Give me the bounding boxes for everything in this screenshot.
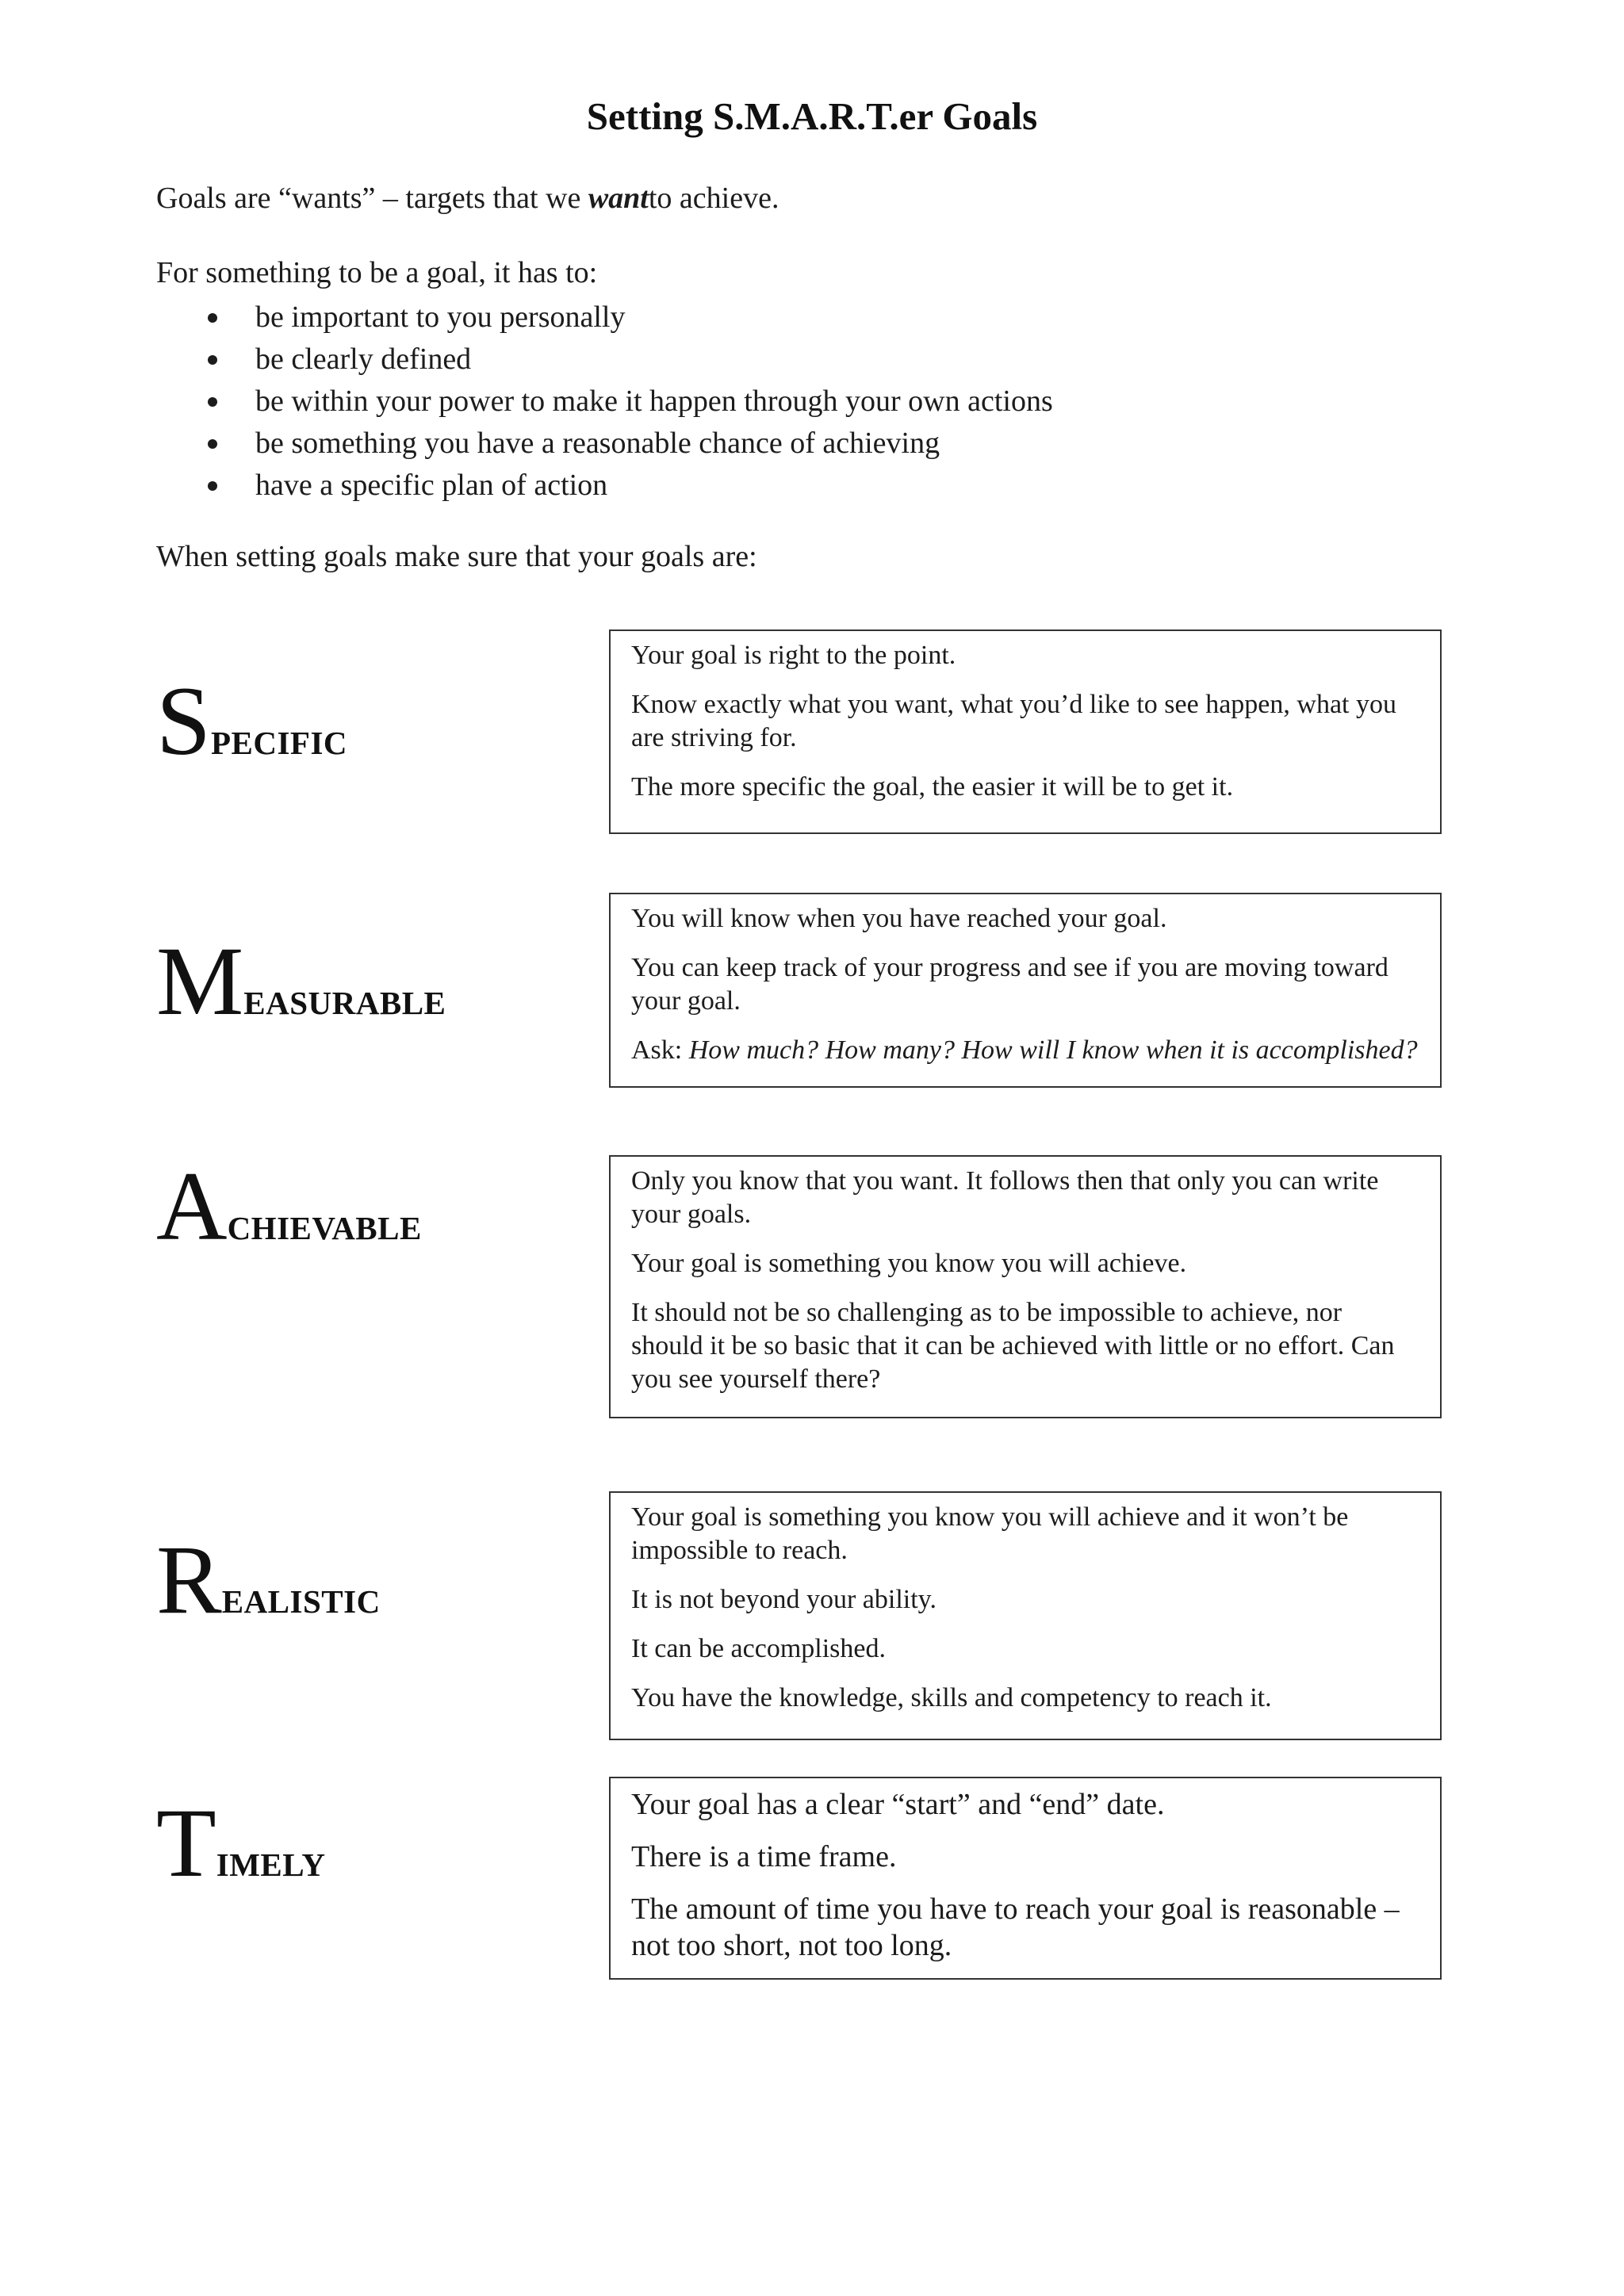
realistic-initial: R [156,1525,222,1634]
box-paragraph: It can be accomplished. [631,1634,886,1663]
list-item [156,465,1053,507]
timely-box [609,1777,1442,1980]
bullet-icon [208,313,217,323]
achievable-heading [156,1152,422,1261]
box-paragraph: Your goal is something you know you will achieve. [631,1249,1187,1278]
achievable-box [609,1155,1442,1418]
intro-emphasis: want [588,182,649,215]
box-paragraph: The more specific the goal, the easier it will be to get it. [631,772,1234,802]
achievable-rest: CHIEVABLE [227,1210,422,1246]
measurable-rest: EASURABLE [243,985,446,1021]
list-item [156,297,1053,339]
box-paragraph: It is not beyond your ability. [631,1585,936,1614]
list-item-text: be something you have a reasonable chance of achieving [255,427,940,460]
list-item [156,381,1053,423]
box-paragraph: Your goal is something you know you will achieve and it won’t be impossible to reach. [631,1502,1349,1565]
list-item [156,423,1053,465]
box-paragraph: There is a time frame. [631,1840,897,1873]
timely-initial: T [156,1789,216,1897]
page-title: Setting S.M.A.R.T.er Goals [586,94,1038,138]
realistic-box [609,1491,1442,1740]
box-paragraph: You can keep track of your progress and see if you are moving toward your goal. [631,953,1388,1016]
intro-before: Goals are “wants” – targets that we [156,182,588,215]
box-paragraph: Your goal is right to the point. [631,641,956,670]
box-paragraph: The amount of time you have to reach your goal is reasonable – not too short, not too long. [631,1892,1400,1962]
specific-initial: S [156,667,211,775]
timely-heading [156,1789,326,1897]
specific-rest: PECIFIC [210,725,348,761]
list-item-text: be within your power to make it happen through your own actions [255,385,1053,418]
box-paragraph: Your goal has a clear “start” and “end” date. [631,1788,1165,1821]
realistic-heading [156,1525,381,1634]
box-paragraph [631,1034,1419,1067]
criteria-list [156,297,1053,507]
specific-heading [156,667,348,775]
bullet-icon [208,355,217,365]
ask-prefix: Ask: [631,1035,689,1065]
timely-rest: IMELY [216,1846,326,1883]
box-paragraph: Only you know that you want. It follows then that only you can write your goals. [631,1166,1379,1229]
list-item-text: be clearly defined [255,342,472,376]
box-paragraph: It should not be so challenging as to be impossible to achieve, nor should it be so basic that it can be achieved with little or no effort. Can you see yourself there? [631,1298,1395,1394]
bullet-icon [208,481,217,491]
specific-box [609,629,1442,834]
realistic-rest: EALISTIC [221,1583,381,1620]
measurable-initial: M [156,927,244,1035]
achievable-initial: A [156,1152,228,1261]
list-item-text: have a specific plan of action [255,469,608,502]
box-paragraph: You will know when you have reached your goal. [631,904,1167,933]
ask-questions: How much? How many? How will I know when it is accomplished? [688,1035,1418,1065]
bullet-icon [208,439,217,449]
bullet-icon [208,397,217,407]
intro-text [156,181,779,216]
box-paragraph: You have the knowledge, skills and competency to reach it. [631,1683,1272,1712]
intro-after: to achieve. [648,182,779,215]
section-intro: When setting goals make sure that your goals are: [156,540,757,573]
measurable-box [609,893,1442,1088]
list-item [156,339,1053,381]
box-paragraph: Know exactly what you want, what you’d like to see happen, what you are striving for. [631,690,1396,752]
list-item-text: be important to you personally [255,300,626,334]
criteria-lead: For something to be a goal, it has to: [156,256,598,289]
measurable-heading [156,927,446,1035]
